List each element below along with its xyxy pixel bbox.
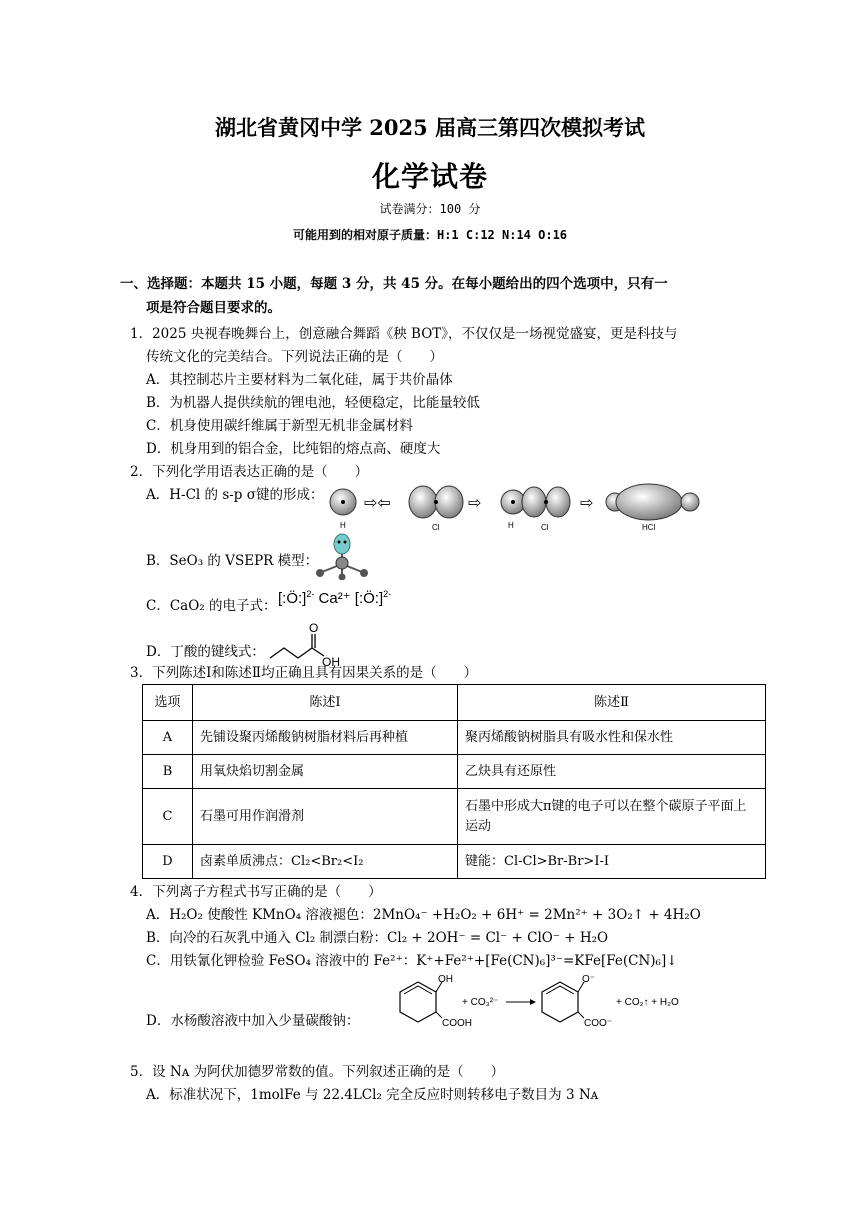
- butyric-acid-skeletal-formula: [268, 620, 348, 666]
- subject-title: 化学试卷: [371, 160, 488, 193]
- table-row: C 石墨可用作润滑剂 石墨中形成大π键的电子可以在整个碳原子平面上运动: [143, 789, 766, 845]
- table-row: D 卤素单质沸点：Cl₂<Br₂<I₂ 键能：Cl-Cl>Br-Br>I-I: [143, 845, 766, 879]
- salicylic-acid-reaction: [380, 972, 700, 1032]
- q2-option-d: D．丁酸的键线式：: [146, 644, 265, 660]
- label-cl-2: Cl: [541, 523, 549, 532]
- section-heading-line2: 项是符合题目要求的。: [146, 300, 281, 316]
- q4-option-d: D．水杨酸溶液中加入少量碳酸钠：: [146, 1013, 360, 1029]
- section-heading-line1: 一、选择题：本题共 15 小题，每题 3 分，共 45 分。在每小题给出的四个选项中，只有一: [120, 276, 668, 292]
- table-header-row: [143, 685, 766, 721]
- q1-option-d: D．机身用到的铝合金，比纯铝的熔点高、硬度大: [146, 441, 441, 457]
- q4-stem: 4．下列离子方程式书写正确的是（ ）: [130, 884, 382, 900]
- svg-text:O⁻: O⁻: [582, 974, 596, 985]
- atomic-masses: 可能用到的相对原子质量：H:1 C:12 N:14 O:16: [292, 228, 568, 242]
- arrow-icon: ⇨⇦: [364, 495, 391, 512]
- arrow-icon: ⇨: [468, 495, 482, 512]
- q1-option-b: B．为机器人提供续航的锂电池，轻便稳定，比能量较低: [146, 395, 480, 411]
- svg-text:+ CO₃²⁻: + CO₃²⁻: [462, 997, 499, 1008]
- label-oh: OH: [322, 655, 340, 666]
- full-score: 试卷满分：100 分: [379, 202, 481, 216]
- q4-option-a: A．H₂O₂ 使酸性 KMnO₄ 溶液褪色：2MnO₄⁻ +H₂O₂ + 6H⁺ = 2Mn²⁺ + 3O₂↑ + 4H₂O: [146, 907, 701, 923]
- svg-text:OH: OH: [438, 974, 453, 985]
- arrow-icon: ⇨: [580, 495, 594, 512]
- label-cl-1: Cl: [432, 523, 440, 532]
- q1-stem-line1: 1．2025 央视春晚舞台上，创意融合舞蹈《秧 BOT》，不仅仅是一场视觉盛宴，更是科技与: [130, 326, 678, 342]
- vsepr-model-diagram: [312, 532, 372, 580]
- orbital-overlap-diagram: [326, 478, 706, 536]
- q5-option-a: A．标准状况下，1molFe 与 22.4LCl₂ 完全反应时则转移电子数目为 3 Nᴀ: [146, 1087, 599, 1103]
- q2-option-b: B．SeO₃ 的 VSEPR 模型：: [146, 553, 319, 569]
- q1-option-a: A．其控制芯片主要材料为二氧化硅，属于共价晶体: [146, 372, 453, 388]
- table-row: A 先铺设聚丙烯酸钠树脂材料后再种植 聚丙烯酸钠树脂具有吸水性和保水性: [143, 721, 766, 755]
- q4-option-c: C．用铁氰化钾检验 FeSO₄ 溶液中的 Fe²⁺：K⁺+Fe²⁺+[Fe(CN)₆]³⁻=KFe[Fe(CN)₆]↓: [146, 953, 678, 969]
- table-header-cell: 陈述Ⅱ: [458, 685, 766, 721]
- q2-option-c: C．CaO₂ 的电子式：: [146, 598, 277, 614]
- cao2-electron-formula: [:Ö:]$^{2-}$ Ca²⁺ [:Ö:]$^{2-}$: [278, 589, 392, 607]
- table-row: B 用氧炔焰切割金属 乙炔具有还原性: [143, 755, 766, 789]
- svg-text:COOH: COOH: [442, 1018, 472, 1029]
- q2-stem: 2．下列化学用语表达正确的是（ ）: [130, 464, 369, 480]
- label-h-2: H: [508, 521, 514, 530]
- q5-stem: 5．设 Nᴀ 为阿伏加德罗常数的值。下列叙述正确的是（ ）: [130, 1064, 505, 1080]
- label-h-1: H: [340, 521, 346, 530]
- svg-text:+ CO₂↑ + H₂O: + CO₂↑ + H₂O: [616, 997, 679, 1008]
- table-header-cell: 陈述Ⅰ: [193, 685, 458, 721]
- exam-title: 湖北省黄冈中学 2025 届高三第四次模拟考试: [214, 115, 646, 140]
- q1-stem-line2: 传统文化的完美结合。下列说法正确的是（ ）: [146, 349, 443, 365]
- q1-option-c: C．机身使用碳纤维属于新型无机非金属材料: [146, 418, 413, 434]
- q3-table: [142, 684, 766, 879]
- svg-text:COO⁻: COO⁻: [584, 1018, 613, 1029]
- q2-option-a: A．H-Cl 的 s-p σ键的形成：: [146, 487, 324, 503]
- q3-stem: 3．下列陈述Ⅰ和陈述Ⅱ均正确且具有因果关系的是（ ）: [130, 665, 478, 681]
- table-header-cell: 选项: [143, 685, 193, 721]
- label-o: O: [309, 621, 319, 635]
- q4-option-b: B．向冷的石灰乳中通入 Cl₂ 制漂白粉：Cl₂ + 2OH⁻ = Cl⁻ + ClO⁻ + H₂O: [146, 930, 609, 946]
- label-hcl: HCl: [642, 523, 656, 532]
